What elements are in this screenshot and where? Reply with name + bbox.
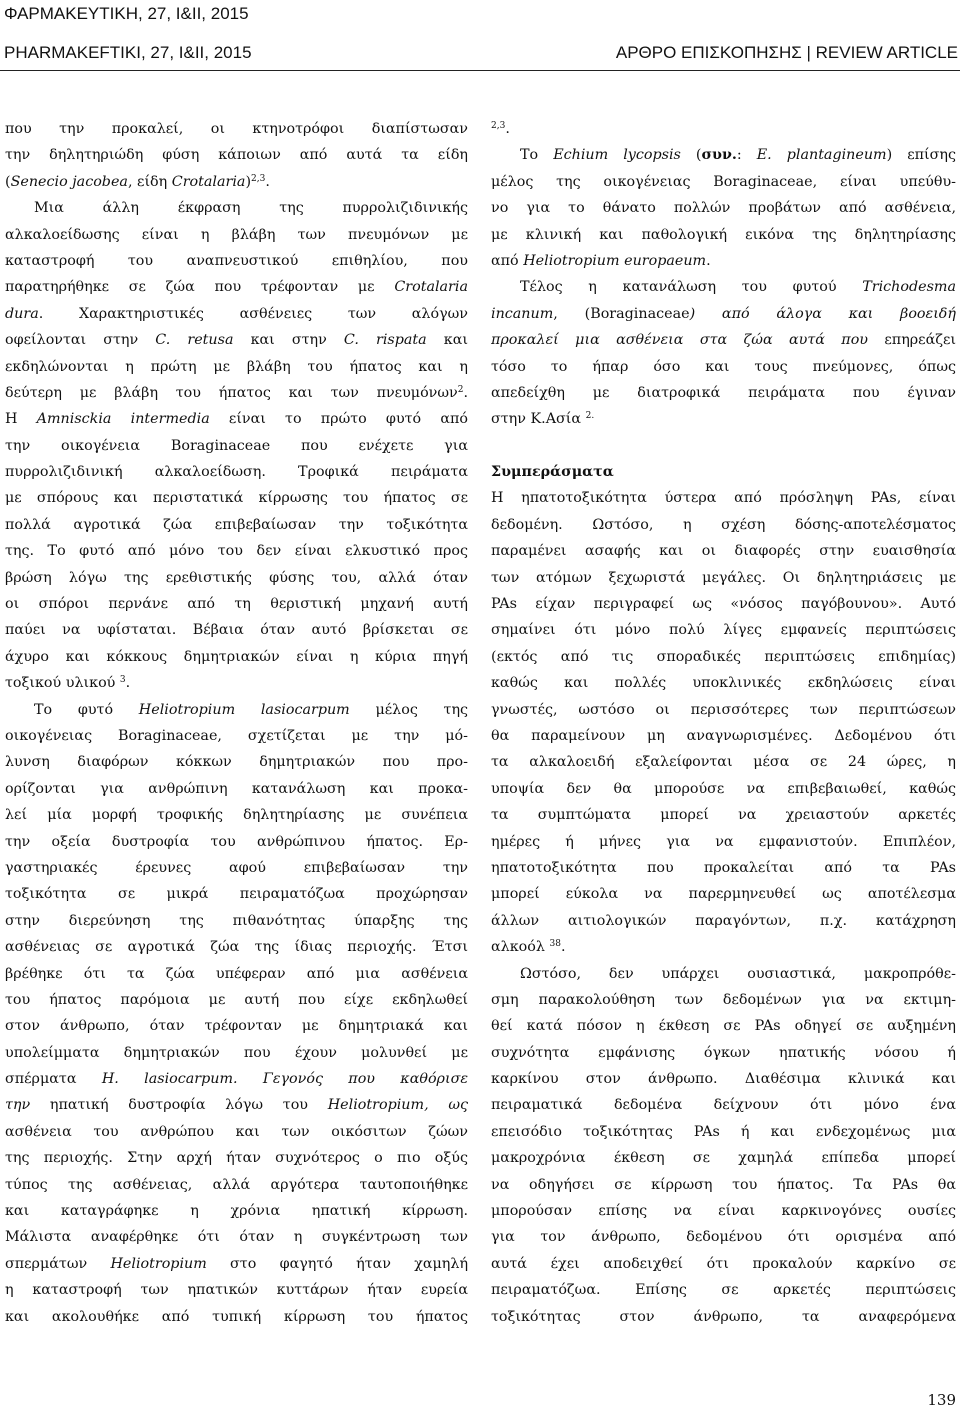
text-line bbox=[491, 406, 956, 432]
text-run: . Χαρακτηριστικές ασθένειες των αλόγων bbox=[38, 305, 468, 322]
text-line: ορίζονται για ανθρώπινη κατανάλωση και προκα- bbox=[5, 780, 468, 797]
species-name: Senecio jacobea bbox=[10, 173, 128, 190]
text-run: . bbox=[125, 675, 131, 692]
right-column bbox=[491, 116, 956, 1330]
header-divider bbox=[0, 70, 960, 71]
species-name: dura bbox=[5, 305, 39, 322]
citation-ref: 38 bbox=[549, 939, 561, 950]
species-name: E. plantagineum bbox=[756, 147, 887, 164]
text-line bbox=[5, 670, 468, 696]
text-line bbox=[491, 116, 956, 142]
text-line: αλκαλοείδωσης είναι η βλάβη των πνευμόνων με bbox=[5, 226, 468, 243]
text-line: γαστηριακές έρευνες αφού επιβεβαίωσαν την bbox=[5, 859, 468, 876]
text-line: πυρρολιζιδινική αλκαλοείδωση. Τροφικά πειράματα bbox=[5, 464, 468, 481]
text-line bbox=[491, 274, 956, 300]
text-line: υποψία δεν θα μπορούσε να επιβεβαιωθεί, καθώς bbox=[491, 780, 956, 797]
species-name: Echium lycopsis bbox=[553, 147, 681, 164]
text-line: πειραματόζωα. Επίσης σε αρκετές περιπτώσεις bbox=[491, 1282, 956, 1299]
text-line: πειραματικά δεδομένα δείχνουν ότι μόνο ένα bbox=[491, 1097, 956, 1114]
text-line: του ήπατος παρόμοια με αυτή που είχε εκδηλωθεί bbox=[5, 991, 468, 1008]
bold-run: συν. bbox=[701, 147, 737, 164]
text-line: ασθένειας σε αγροτικά ζώα της ίδιας περιοχής. Έτσι bbox=[5, 939, 468, 956]
text-line: Μάλιστα αναφέρθηκε ότι όταν η συγκέντρωση των bbox=[5, 1229, 468, 1246]
text-line: απεδείχθη με διατροφικά πειράματα που έγιναν bbox=[491, 384, 956, 401]
text-line: τα συμπτώματα μπορεί να χρειαστούν αρκετές bbox=[491, 807, 956, 824]
text-line bbox=[491, 248, 956, 274]
text-line: τα αλκαλοειδή εξαλείφονται μέσα σε 24 ώρες, η bbox=[491, 754, 956, 771]
text-line: θα παραμείνουν μη αναγνωρισμένες. Δεδομένου ότι bbox=[491, 727, 956, 744]
text-line: οι σπόροι περνάνε από τη θεριστική μηχανή αυτή bbox=[5, 596, 468, 613]
section-heading: Συμπεράσματα bbox=[491, 464, 614, 481]
text-run: ) bbox=[245, 173, 252, 190]
text-line bbox=[5, 274, 468, 300]
text-run: ) επίσης bbox=[886, 147, 956, 164]
text-line: λυνση διαφόρων κόκκων δημητριακών που προ- bbox=[5, 754, 468, 771]
text-run: Το φυτό bbox=[34, 701, 139, 718]
italic-run: προκαλεί μια ασθένεια στα ζώα αυτά που bbox=[491, 332, 868, 349]
text-line: τύπος της ασθένειας, αλλά αργότερα ταυτοποιήθηκε bbox=[5, 1176, 468, 1193]
text-line: με σπόρους και περιστατικά κίρρωσης του ήπατος σε bbox=[5, 490, 468, 507]
text-line: ημέρες ή μήνες για να εμφανιστούν. Επιπλέον, bbox=[491, 833, 956, 850]
text-run: Η bbox=[5, 411, 37, 428]
text-line: σημαίνει ότι μόνο πολύ λίγες εμφανείς περιπτώσεις bbox=[491, 622, 956, 639]
text-line bbox=[5, 1251, 468, 1277]
citation-ref: 2,3 bbox=[491, 121, 506, 131]
species-name: Heliotropium lasiocarpum bbox=[138, 701, 350, 718]
text-line: επεισόδιο τοξικότητας PAs ή και ενδεχομένως μια bbox=[491, 1123, 956, 1140]
species-name: C. rispata bbox=[343, 332, 427, 349]
text-line: της περιοχής. Στην αρχή ήταν συχνότερος ο πιο οξύς bbox=[5, 1150, 468, 1167]
text-line bbox=[5, 169, 468, 195]
citation-ref: 2 bbox=[457, 384, 464, 395]
text-line: μακροχρόνια έκθεση σε χαμηλά επίπεδα μπορεί bbox=[491, 1150, 956, 1167]
text-line: (εκτός από τις σποραδικές περιπτώσεις επιδημίας) bbox=[491, 648, 956, 665]
text-run: . bbox=[560, 939, 566, 956]
text-run: ( bbox=[5, 173, 11, 190]
text-line bbox=[5, 327, 468, 353]
text-line: δεδομένη. Ωστόσο, η σχέση δόσης-αποτελέσματος bbox=[491, 516, 956, 533]
text-line bbox=[491, 301, 956, 327]
text-line: για τον άνθρωπο, δεδομένου ότι ορισμένα από bbox=[491, 1229, 956, 1246]
species-name: C. retusa bbox=[155, 332, 234, 349]
text-line: μπορούσαν επίσης να είναι καρκινογόνες ουσίες bbox=[491, 1203, 956, 1220]
text-line bbox=[491, 327, 956, 353]
text-line: ασθένεια του ανθρώπου και των οικόσιτων ζώων bbox=[5, 1123, 468, 1140]
text-line: και καταγράφηκε η χρόνια ηπατική κίρρωση. bbox=[5, 1203, 468, 1220]
text-run: και bbox=[426, 332, 468, 349]
text-run: επηρεάζει bbox=[868, 332, 956, 349]
text-line: την οξεία δυστροφία του ανθρώπινου ήπατος. Ερ- bbox=[5, 833, 468, 850]
article-section-label: ΑΡΘΡΟ ΕΠΙΣΚΟΠΗΣΗΣ | REVIEW ARTICLE bbox=[615, 43, 958, 62]
paragraph-gap bbox=[491, 433, 956, 459]
text-line: η καταστροφή των ηπατικών κυττάρων ήταν ευρεία bbox=[5, 1282, 468, 1299]
text-line: την δηλητηριώδη φύση κάποιων από αυτά τα είδη bbox=[5, 147, 468, 164]
text-run: είναι το πρώτο φυτό από bbox=[209, 411, 468, 428]
species-name: Heliotropium europaeum bbox=[523, 252, 707, 269]
text-run: . bbox=[463, 384, 468, 401]
text-run: τοξικού υλικού bbox=[5, 675, 120, 692]
text-run: στο φαγητό ήταν χαμηλή bbox=[206, 1255, 468, 1272]
text-line: υπολείμματα δημητριακών που έχουν μολυνθεί με bbox=[5, 1044, 468, 1061]
text-line: Ωστόσο, δεν υπάρχει ουσιαστικά, μακροπρόθε- bbox=[520, 965, 956, 982]
italic-run: Heliotropium, ως bbox=[327, 1097, 468, 1114]
text-run: Το bbox=[520, 147, 554, 164]
text-run: . bbox=[505, 121, 510, 137]
text-run: παρατηρήθηκε σε ζώα που τρέφονταν με bbox=[5, 279, 395, 296]
text-line: με κλινική και παθολογική εικόνα της δηλητηρίασης bbox=[491, 226, 956, 243]
text-line: άχυρο και κόκκους δημητριακών είναι η κύρια πηγή bbox=[5, 648, 468, 665]
text-line: βρέθηκε ότι τα ζώα υπέφεραν από μια ασθένεια bbox=[5, 965, 468, 982]
text-run: και στην bbox=[233, 332, 344, 349]
italic-run: H. lasiocarpum. Γεγονός που καθόρισε bbox=[101, 1071, 468, 1088]
journal-title-greek: ΦΑΡΜΑΚΕΥΤΙΚΗ, 27, I&II, 2015 bbox=[4, 4, 249, 23]
italic-run: την bbox=[5, 1097, 31, 1114]
text-line: γνωστές, ωστόσο οι περισσότερες των περιπτώσεων bbox=[491, 701, 956, 718]
text-line bbox=[5, 697, 468, 723]
text-run: οφείλονται στην bbox=[5, 332, 156, 349]
species-name: Trichodesma bbox=[862, 279, 956, 296]
text-line: PAs είχαν περιγραφεί ως «νόσος παγόβουνου». Αυτό bbox=[491, 596, 956, 613]
text-line: τοξικότητας στον άνθρωπο, τα αναφερόμενα bbox=[491, 1308, 956, 1325]
text-line: τόσο το ήπαρ όσο και τους πνεύμονες, όπως bbox=[491, 358, 956, 375]
text-line: σμη παρακολούθηση των δεδομένων για να εκτιμη- bbox=[491, 991, 956, 1008]
text-line bbox=[5, 380, 468, 406]
text-run: , (Boraginaceae bbox=[553, 305, 690, 322]
species-name: incanum bbox=[491, 305, 554, 322]
text-line: παραμένει ασαφής και οι διαφορές στην ευαισθησία bbox=[491, 543, 956, 560]
text-run: , είδη bbox=[127, 173, 172, 190]
text-line: εκδηλώνονται η πρώτη με βλάβη του ήπατος και η bbox=[5, 358, 468, 375]
text-line: πολλά αγροτικά ζώα επιβεβαίωσαν την τοξικότητα bbox=[5, 516, 468, 533]
text-line bbox=[491, 934, 956, 960]
text-line: να οδηγήσει σε κίρρωση του ήπατος. Τα PAs θα bbox=[491, 1176, 956, 1193]
text-line: παύει να υφίσταται. Βέβαια όταν αυτό βρίσκεται σε bbox=[5, 622, 468, 639]
text-line: την οικογένεια Boraginaceae που ενέχετε για bbox=[5, 437, 468, 454]
text-line: της. Το φυτό από μόνο του δεν είναι ελκυστικό προς bbox=[5, 543, 468, 560]
text-line bbox=[5, 1066, 468, 1092]
species-name: Amnisckia intermedia bbox=[36, 411, 210, 428]
text-line: στον άνθρωπο, όταν τρέφονταν με δημητριακά και bbox=[5, 1018, 468, 1035]
citation-ref: 3 bbox=[119, 675, 126, 686]
text-run: σπέρματα bbox=[5, 1071, 102, 1088]
text-line: οικογένειας Boraginaceae, σχετίζεται με την μό- bbox=[5, 727, 468, 744]
text-run: μέλος της bbox=[349, 701, 468, 718]
text-run: αλκοόλ bbox=[491, 939, 550, 956]
text-run: Τέλος η κατανάλωση του φυτού bbox=[520, 279, 863, 296]
left-column bbox=[5, 116, 468, 1330]
journal-title-latin: PHARMAKEFTIKI, 27, I&II, 2015 bbox=[4, 43, 252, 62]
text-line: συχνότητα εμφάνισης όγκων ηπατικής νόσου ή bbox=[491, 1044, 956, 1061]
page-number: 139 bbox=[927, 1391, 956, 1409]
text-line bbox=[5, 1092, 468, 1118]
text-run: ( bbox=[680, 147, 702, 164]
text-line: καρκίνου στον άνθρωπο. Διαθέσιμα κλινικά και bbox=[491, 1071, 956, 1088]
text-line: Η ηπατοτοξικότητα ύστερα από πρόσληψη PAs, είναι bbox=[491, 490, 956, 507]
text-run: . bbox=[706, 252, 711, 269]
text-line: ηπατοτοξικότητα που προκαλείται από τα PAs bbox=[491, 859, 956, 876]
text-line: τοξικότητα σε μικρά πειραματόζωα προχώρησαν bbox=[5, 886, 468, 903]
text-line bbox=[491, 142, 956, 168]
species-name: Crotalaria bbox=[394, 279, 468, 296]
text-line bbox=[5, 406, 468, 432]
citation-ref: 2. bbox=[585, 411, 595, 422]
text-line: που την προκαλεί, οι κτηνοτρόφοι διαπίστωσαν bbox=[5, 121, 468, 137]
text-line: και ακολουθήκε από τυπική κίρρωση του ήπατος bbox=[5, 1308, 468, 1325]
text-line: των ατόμων ξεχωριστά μεγάλες. Οι δηλητηριάσεις με bbox=[491, 569, 956, 586]
text-line: στην διερεύνηση της πιθανότητας ύπαρξης της bbox=[5, 912, 468, 929]
text-run: από bbox=[491, 252, 524, 269]
text-run: δεύτερη με βλάβη του ήπατος και των πνευμόνων bbox=[5, 384, 458, 401]
text-line: θεί κατά πόσον η έκθεση σε PAs οδηγεί σε αυξημένη bbox=[491, 1018, 956, 1035]
species-name: Heliotropium bbox=[110, 1255, 207, 1272]
text-line: καθώς και πολλές υποκλινικές εκδηλώσεις είναι bbox=[491, 675, 956, 692]
text-line: μπορεί εύκολα να παρερμηνευθεί ως αποτέλεσμα bbox=[491, 886, 956, 903]
text-line: Μια άλλη έκφραση της πυρρολιζιδινικής bbox=[34, 200, 468, 217]
text-run: . bbox=[265, 173, 270, 190]
citation-ref: 2,3 bbox=[251, 173, 266, 184]
text-run: στην Κ.Ασία bbox=[491, 411, 586, 428]
species-name: Crotalaria bbox=[171, 173, 246, 190]
text-line: αυτά έχει αποδειχθεί ότι προκαλούν καρκίνο σε bbox=[491, 1255, 956, 1272]
text-line: καταστροφή του αναπνευστικού επιθηλίου, που bbox=[5, 252, 468, 269]
text-run: σπερμάτων bbox=[5, 1255, 111, 1272]
text-line bbox=[5, 301, 468, 327]
italic-run: ) από άλογα και βοοειδή bbox=[689, 305, 956, 322]
text-line: νο για το θάνατο πολλών προβάτων από ασθένεια, bbox=[491, 200, 956, 217]
text-run: : bbox=[736, 147, 757, 164]
text-run: ηπατική δυστροφία λόγω του bbox=[30, 1097, 328, 1114]
text-line: άλλων αιτιολογικών παραγόντων, π.χ. κατάχρηση bbox=[491, 912, 956, 929]
text-line: λεί μία μορφή τροφικής δηλητηρίασης με συνέπεια bbox=[5, 807, 468, 824]
text-line: μέλος της οικογένειας Boraginaceae, είναι υπεύθυ- bbox=[491, 173, 956, 190]
text-line: βρώση λόγω της ερεθιστικής φύσης του, αλλά όταν bbox=[5, 569, 468, 586]
